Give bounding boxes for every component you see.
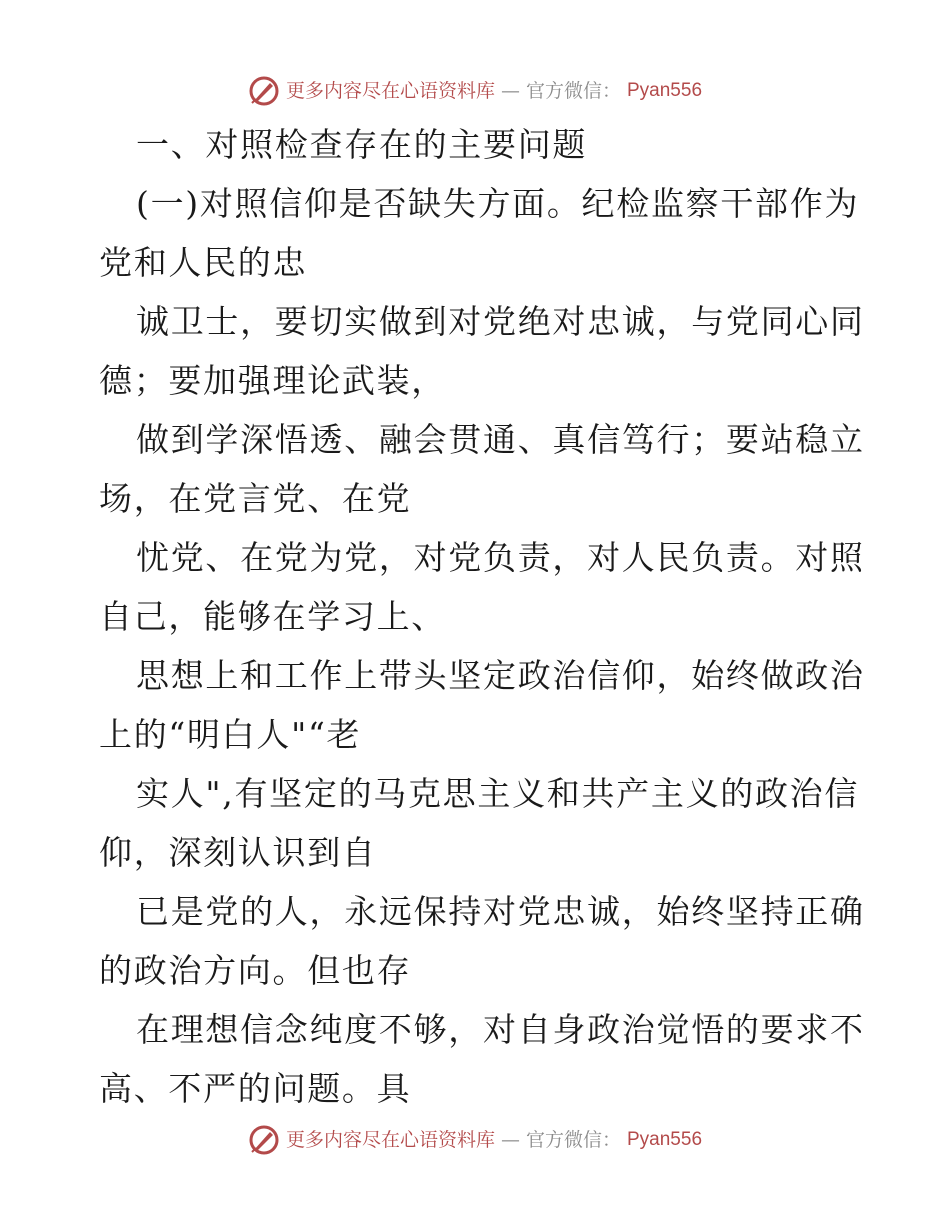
text-line: 忧党、在党为党，对党负责，对人民负责。对照 [136,538,865,577]
text-line: 实人",有坚定的马克思主义和共产主义的政治信 [136,774,860,813]
text-line: 的政治方向。但也存 [99,951,412,990]
quill-logo-icon [248,1124,280,1156]
watermark-official-label: 官方微信： [525,1129,621,1151]
header-watermark [0,75,950,107]
quill-logo-icon [248,75,280,107]
text-line: 德；要加强理论武装， [99,361,446,400]
section-heading: 一、对照检查存在的主要问题 [136,125,588,164]
watermark-official-label: 官方微信： [525,80,621,102]
text-line: 场，在党言党、在党 [99,479,412,518]
text-line: 已是党的人，永远保持对党忠诚，始终坚持正确 [136,892,865,931]
text-line: 上的“明白人"“老 [99,715,362,754]
watermark-wechat-id: Pyan556 [627,80,703,101]
watermark-wechat-id: Pyan556 [627,1129,703,1150]
watermark-text: 更多内容尽在心语资料库 [285,1129,495,1151]
watermark-dash: — [500,80,520,102]
text-line: (一)对照信仰是否缺失方面。纪检监察干部作为 [136,184,860,223]
text-line: 自己，能够在学习上、 [99,597,446,636]
text-line: 党和人民的忠 [99,243,308,282]
text-line: 做到学深悟透、融会贯通、真信笃行；要站稳立 [136,420,865,459]
text-line: 仰，深刻认识到自 [99,833,377,872]
text-line: 诚卫士，要切实做到对党绝对忠诚，与党同心同 [136,302,865,341]
watermark-text: 更多内容尽在心语资料库 [285,80,495,102]
footer-watermark [0,1124,950,1156]
text-line: 高、不严的问题。具 [99,1069,412,1108]
watermark-dash: — [500,1129,520,1151]
text-line: 在理想信念纯度不够，对自身政治觉悟的要求不 [136,1010,865,1049]
text-line: 思想上和工作上带头坚定政治信仰，始终做政治 [136,656,865,695]
